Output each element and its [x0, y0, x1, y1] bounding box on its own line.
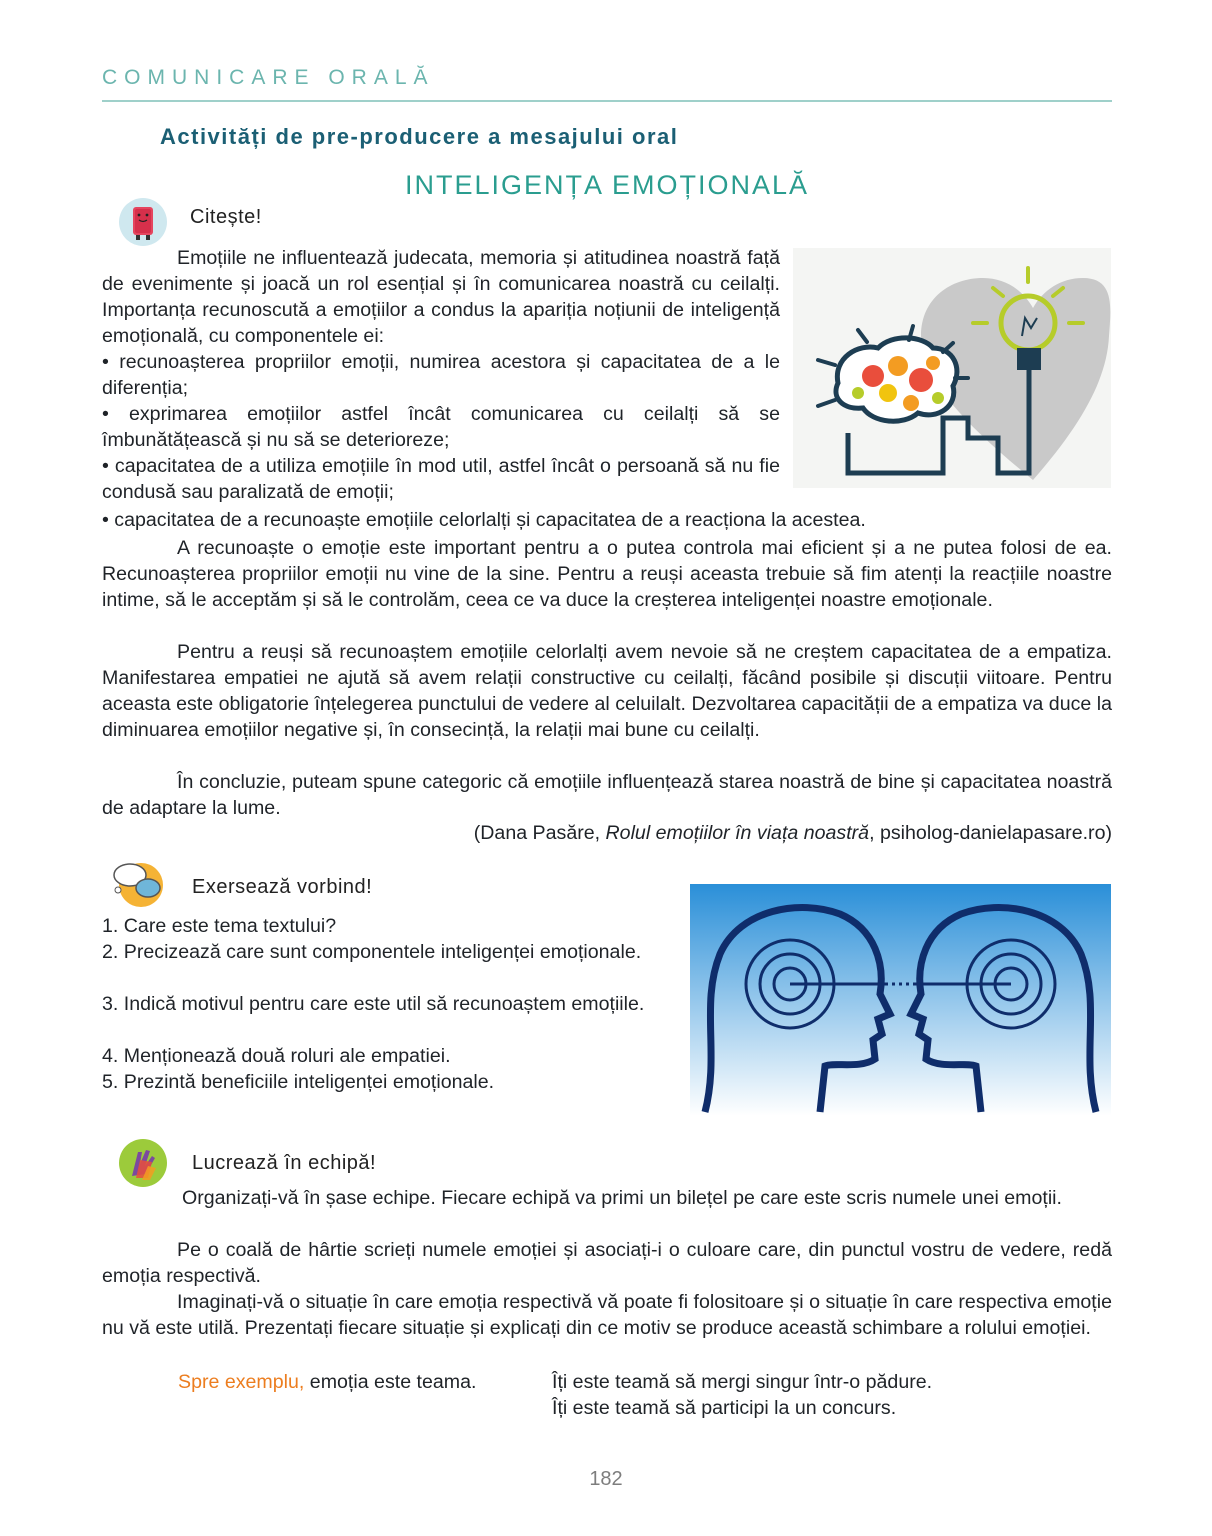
example-intro: Spre exemplu, emoția este teama.: [178, 1371, 477, 1393]
speak-label: Exersează vorbind!: [192, 876, 373, 898]
task-paragraph: Pe o coală de hârtie scrieți numele emoției și asociați-i o culoare care, din punctul vostru de vedere, redă emoția respectivă.: [102, 1239, 1112, 1287]
book-icon: [118, 197, 168, 247]
example-line: Îți este teamă să mergi singur într-o pădure.: [552, 1371, 933, 1393]
team-label: Lucrează în echipă!: [192, 1152, 377, 1174]
read-label: Citește!: [190, 206, 262, 228]
bullet-item: • recunoașterea propriilor emoții, numirea acestora și capacitatea de a le diferenția;: [102, 351, 780, 399]
bullet-item: • capacitatea de a utiliza emoțiile în mod util, astfel încât o persoană să nu fie condusă sau paralizată de emoții;: [102, 455, 780, 503]
brain-lightbulb-illustration: [793, 248, 1111, 488]
task-paragraph: Organizați-vă în șase echipe. Fiecare echipă va primi un bilețel pe care este scris numele unei emoții.: [182, 1187, 1062, 1209]
header-divider: [102, 100, 1112, 102]
lesson-subtitle: Activități de pre-producere a mesajului oral: [160, 124, 679, 149]
speech-bubbles-icon: [108, 858, 166, 908]
body-paragraph: În concluzie, puteam spune categoric că emoțiile influențează starea noastră de bine și capacitatea noastră de adaptare la lume.: [102, 771, 1112, 819]
question-item: 5. Prezintă beneficiile inteligenței emoționale.: [102, 1071, 495, 1093]
source-citation: (Dana Pasăre, Rolul emoțiilor în viața noastră, psiholog-danielapasare.ro): [473, 822, 1112, 844]
example-line: Îți este teamă să participi la un concurs.: [552, 1397, 897, 1419]
body-paragraph: Pentru a reuși să recunoaștem emoțiile celorlalți avem nevoie să ne creștem capacitatea de a empatiza. Manifestarea empatiei ne ajută să avem relații constructive cu ceilalți, făcând posibile și discuții viitoare. Pentru aceasta este obligatorie înțelegerea punctului de vedere al celuilalt. Dezvoltarea capacității de a empatiza va duce la diminuarea emoțiilor negative și, în consecință, la relații mai bune cu ceilalți.: [102, 641, 1112, 741]
intro-paragraph: Emoțiile ne influentează judecata, memoria și atitudinea noastră față de evenimente și joacă un rol esențial și în comunicarea noastră cu ceilalți. Importanța recunoscută a emoțiilor a condus la apariția noțiunii de inteligență emoțională, cu componentele ei:: [102, 247, 780, 347]
page-number: 182: [589, 1468, 623, 1490]
question-item: 3. Indică motivul pentru care este util să recunoaștem emoțiile.: [102, 993, 645, 1015]
bullet-item: • capacitatea de a recunoaște emoțiile celorlalți și capacitatea de a reacționa la acestea.: [102, 509, 866, 531]
two-heads-empathy-illustration: [690, 884, 1111, 1116]
hands-icon: [118, 1138, 168, 1188]
question-item: 4. Menționează două roluri ale empatiei.: [102, 1045, 451, 1067]
question-item: 1. Care este tema textului?: [102, 915, 337, 937]
page-title: INTELIGENȚA EMOȚIONALĂ: [404, 170, 810, 200]
section-header: COMUNICARE ORALĂ: [102, 66, 435, 89]
body-paragraph: A recunoaște o emoție este important pentru a o putea controla mai eficient și a ne putea folosi de ea. Recunoașterea propriilor emoții nu vine de la sine. Pentru a reuși aceasta trebuie să fim atenți la reacțiile noastre intime, să le acceptăm și să le controlăm, ceea ce va duce la creșterea inteligenței noastre emoționale.: [102, 537, 1112, 611]
bullet-item: • exprimarea emoțiilor astfel încât comunicarea cu ceilalți să se îmbunătățească și nu să se deterioreze;: [102, 403, 780, 451]
task-paragraph: Imaginați-vă o situație în care emoția respectivă vă poate fi folositoare și o situație în care respectiva emoție nu vă este utilă. Prezentați fiecare situație și explicați din ce motiv se produce această schimbare a rolului emoției.: [102, 1291, 1112, 1339]
question-item: 2. Precizează care sunt componentele inteligenței emoționale.: [102, 941, 642, 963]
